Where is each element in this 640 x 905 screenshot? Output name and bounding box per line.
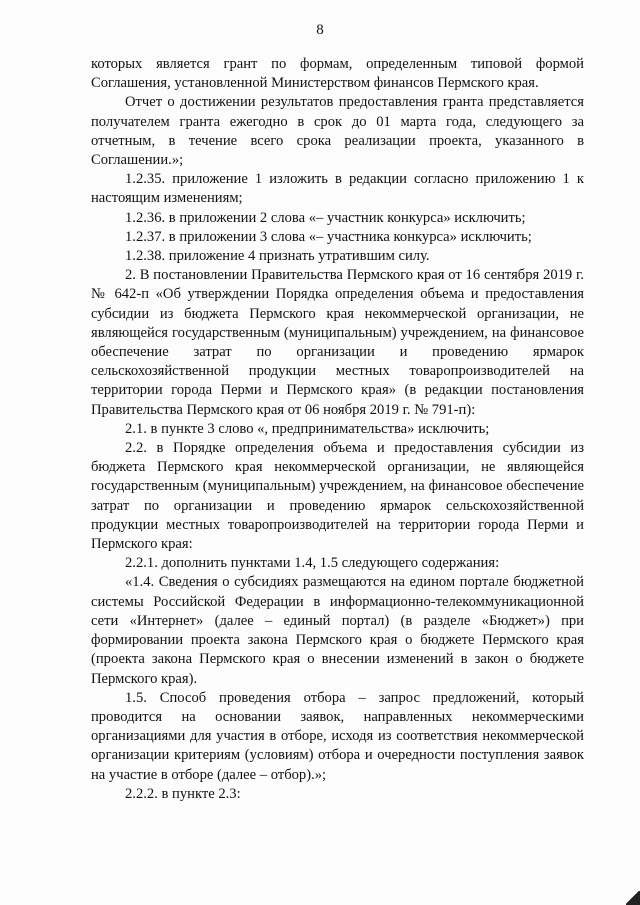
document-body: [91, 55, 584, 804]
paragraph: 1.2.38. приложение 4 признать утратившим силу.: [125, 248, 430, 265]
paragraph: «1.4. Сведения о субсидиях размещаются на едином портале бюджетной системы Российской Федерации в информационно-телекоммуникационной сети «Интернет» (далее – единый портал) (в разделе «Бюджет») при формировании проекта закона Пермского края о бюджете Пермского края (проекта закона Пермского края о внесении изменений в закон о бюджете Пермского края).: [91, 574, 584, 687]
page-number: 8: [316, 22, 324, 38]
paragraph: 1.2.35. приложение 1 изложить в редакции согласно приложению 1 к настоящим изменениям;: [91, 171, 584, 207]
paragraph: 1.2.36. в приложении 2 слова «– участник конкурса» исключить;: [125, 209, 526, 226]
paragraph: 2.2.2. в пункте 2.3:: [125, 785, 241, 802]
paragraph: 1.2.37. в приложении 3 слова «– участника конкурса» исключить;: [125, 228, 532, 245]
scan-edge-mark: [626, 891, 640, 905]
paragraph: Отчет о достижении результатов предоставления гранта представляется получателем гранта ежегодно в срок до 01 марта года, следующего за отчетным, в течение всего срока реализации проекта, указанного в Соглашении.»;: [91, 94, 584, 169]
paragraph: 2. В постановлении Правительства Пермского края от 16 сентября 2019 г. № 642-п «Об утверждении Порядка определения объема и предоставления субсидии из бюджета Пермского края некоммерческой организации, не являющейся государственным (муниципальным) учреждением, на финансовое обеспечение затрат по организации и проведению ярмарок сельскохозяйственной продукции местных товаропроизводителей на территории города Перми и Пермского края» (в редакции постановления Правительства Пермского края от 06 ноября 2019 г. № 791-п):: [91, 267, 584, 418]
paragraph: 2.2.1. дополнить пунктами 1.4, 1.5 следующего содержания:: [125, 555, 500, 572]
paragraph: которых является грант по формам, определенным типовой формой Соглашения, установленной Министерством финансов Пермского края.: [91, 56, 584, 92]
paragraph: 1.5. Способ проведения отбора – запрос предложений, который проводится на основании заявок, направленных некоммерческими организациями для участия в отборе, исходя из соответствия некоммерческой организации критериям (условиям) отбора и очередности поступления заявок на участие в отборе (далее – отбор).»;: [91, 689, 584, 783]
paragraph: 2.1. в пункте 3 слово «, предпринимательства» исключить;: [125, 420, 490, 437]
paragraph: 2.2. в Порядке определения объема и предоставления субсидии из бюджета Пермского края некоммерческой организации, не являющейся государственным (муниципальным) учреждением, на финансовое обеспечение затрат по организации и проведению ярмарок сельскохозяйственной продукции местных товаропроизводителей на территории города Перми и Пермского края:: [91, 440, 584, 553]
